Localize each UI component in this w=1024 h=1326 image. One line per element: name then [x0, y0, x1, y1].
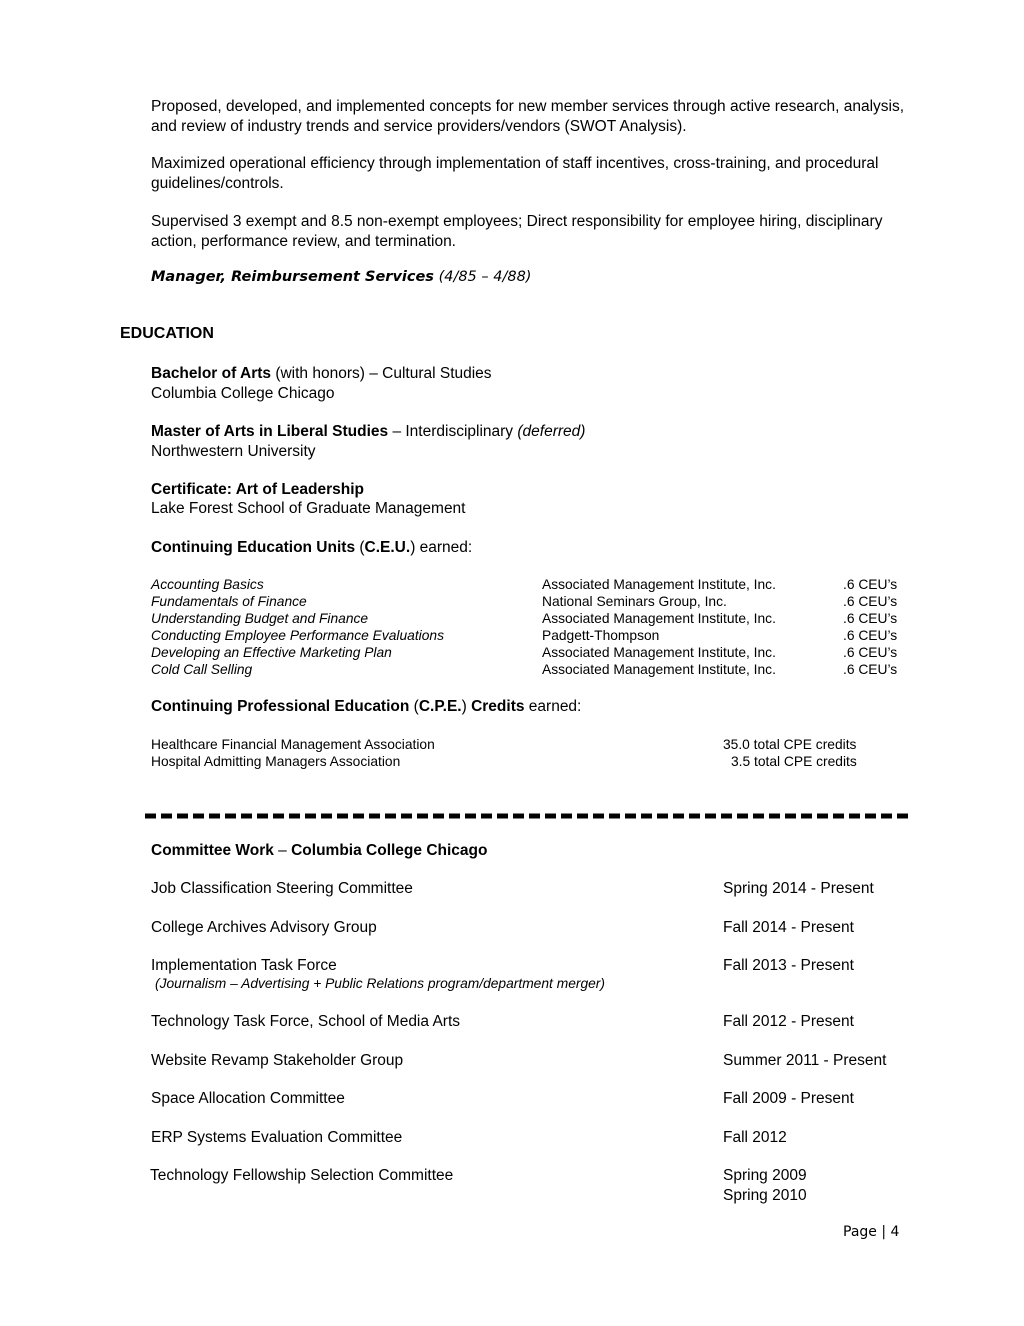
- committee-heading: [151, 841, 487, 861]
- cpe-org: Hospital Admitting Managers Association: [151, 754, 401, 769]
- cpe-credits: 3.5 total CPE credits: [731, 754, 857, 769]
- degree-line: [151, 422, 585, 442]
- ceu-credits: .6 CEU’s: [843, 645, 898, 660]
- committee-name: College Archives Advisory Group: [151, 919, 377, 936]
- duty-paragraph: Supervised 3 exempt and 8.5 non-exempt employees; Direct responsibility for employee hiring, disciplinary action, performance review, and termination.: [151, 213, 883, 250]
- degree-line: [151, 364, 492, 384]
- ceu-provider: Associated Management Institute, Inc.: [542, 577, 776, 592]
- committee-note: (Journalism – Advertising + Public Relations program/department merger): [155, 976, 605, 991]
- ceu-heading: [151, 538, 472, 558]
- ceu-provider: Associated Management Institute, Inc.: [542, 611, 776, 626]
- ceu-heading-bold: Continuing Education Units: [151, 539, 356, 556]
- ceu-credits: .6 CEU’s: [843, 611, 898, 626]
- committee-dates: Fall 2014 - Present: [723, 919, 854, 936]
- ceu-provider: Associated Management Institute, Inc.: [542, 662, 776, 677]
- committee-dates: Spring 2010: [723, 1187, 807, 1204]
- committee-dates: Summer 2011 - Present: [723, 1052, 887, 1069]
- ceu-heading-bold: C.E.U.: [364, 539, 411, 556]
- dashed-separator: [145, 811, 910, 821]
- ceu-provider: Associated Management Institute, Inc.: [542, 645, 776, 660]
- committee-dates: Fall 2012: [723, 1129, 787, 1146]
- cpe-heading-bold: Continuing Professional Education: [151, 698, 410, 715]
- degree-title: Bachelor of Arts: [151, 365, 272, 382]
- ceu-course: Fundamentals of Finance: [151, 594, 307, 609]
- ceu-credits: .6 CEU’s: [843, 594, 898, 609]
- cpe-heading-text: earned:: [524, 698, 582, 715]
- ceu-course: Conducting Employee Performance Evaluations: [151, 628, 444, 643]
- ceu-credits: .6 CEU’s: [843, 662, 898, 677]
- committee-name: Space Allocation Committee: [151, 1090, 345, 1107]
- ceu-heading-text: (: [355, 539, 365, 556]
- committee-dates: Spring 2014 - Present: [723, 880, 874, 897]
- committee-name: Implementation Task Force: [151, 957, 337, 974]
- committee-name: ERP Systems Evaluation Committee: [151, 1129, 403, 1146]
- ceu-provider: National Seminars Group, Inc.: [542, 594, 727, 609]
- cpe-heading-text: (: [409, 698, 419, 715]
- ceu-credits: .6 CEU’s: [843, 577, 898, 592]
- ceu-credits: .6 CEU’s: [843, 628, 898, 643]
- ceu-course: Cold Call Selling: [151, 662, 253, 677]
- committee-heading-bold: Committee Work: [151, 842, 274, 859]
- committee-name: Technology Task Force, School of Media Arts: [151, 1013, 461, 1030]
- job-dates: (4/85 – 4/88): [438, 269, 532, 285]
- degree-detail: (with honors) – Cultural Studies: [271, 365, 492, 382]
- degree-detail: – Interdisciplinary: [388, 423, 518, 440]
- school-name: Northwestern University: [151, 443, 316, 460]
- duty-paragraph: Maximized operational efficiency through implementation of staff incentives, cross-training, and procedural guidelines/controls.: [151, 155, 879, 192]
- committee-name: Technology Fellowship Selection Committee: [150, 1167, 454, 1184]
- ceu-heading-text: ) earned:: [410, 539, 473, 556]
- ceu-course: Developing an Effective Marketing Plan: [151, 645, 392, 660]
- cpe-heading: [151, 697, 581, 717]
- committee-dates: Fall 2009 - Present: [723, 1090, 854, 1107]
- job-role: Manager, Reimbursement Services: [151, 269, 434, 285]
- committee-dates: Fall 2012 - Present: [723, 1013, 854, 1030]
- degree-title: Certificate: Art of Leadership: [151, 481, 365, 498]
- ceu-provider: Padgett-Thompson: [542, 628, 660, 643]
- cpe-credits: 35.0 total CPE credits: [723, 737, 857, 752]
- cpe-org: Healthcare Financial Management Association: [151, 737, 435, 752]
- committee-dates: Fall 2013 - Present: [723, 957, 854, 974]
- committee-dates: Spring 2009: [723, 1167, 807, 1184]
- cpe-heading-text: ): [461, 698, 472, 715]
- duty-paragraph: Proposed, developed, and implemented concepts for new member services through active research, analysis, and review of industry trends and service providers/vendors (SWOT Analysis).: [151, 98, 905, 135]
- degree-title: Master of Arts in Liberal Studies: [151, 423, 389, 440]
- committee-name: Website Revamp Stakeholder Group: [151, 1052, 404, 1069]
- degree-note: (deferred): [517, 423, 586, 440]
- committee-name: Job Classification Steering Committee: [151, 880, 413, 897]
- committee-heading-bold: Columbia College Chicago: [291, 842, 488, 859]
- ceu-course: Accounting Basics: [151, 577, 264, 592]
- section-heading-education: EDUCATION: [120, 325, 214, 342]
- cpe-heading-bold: Credits: [471, 698, 525, 715]
- school-name: Columbia College Chicago: [151, 385, 335, 402]
- page-number: Page | 4: [843, 1224, 900, 1240]
- ceu-course: Understanding Budget and Finance: [151, 611, 369, 626]
- school-name: Lake Forest School of Graduate Management: [151, 500, 466, 517]
- cpe-heading-bold: C.P.E.: [418, 698, 462, 715]
- committee-heading-sep: –: [273, 842, 292, 859]
- job-title-line: [151, 269, 531, 285]
